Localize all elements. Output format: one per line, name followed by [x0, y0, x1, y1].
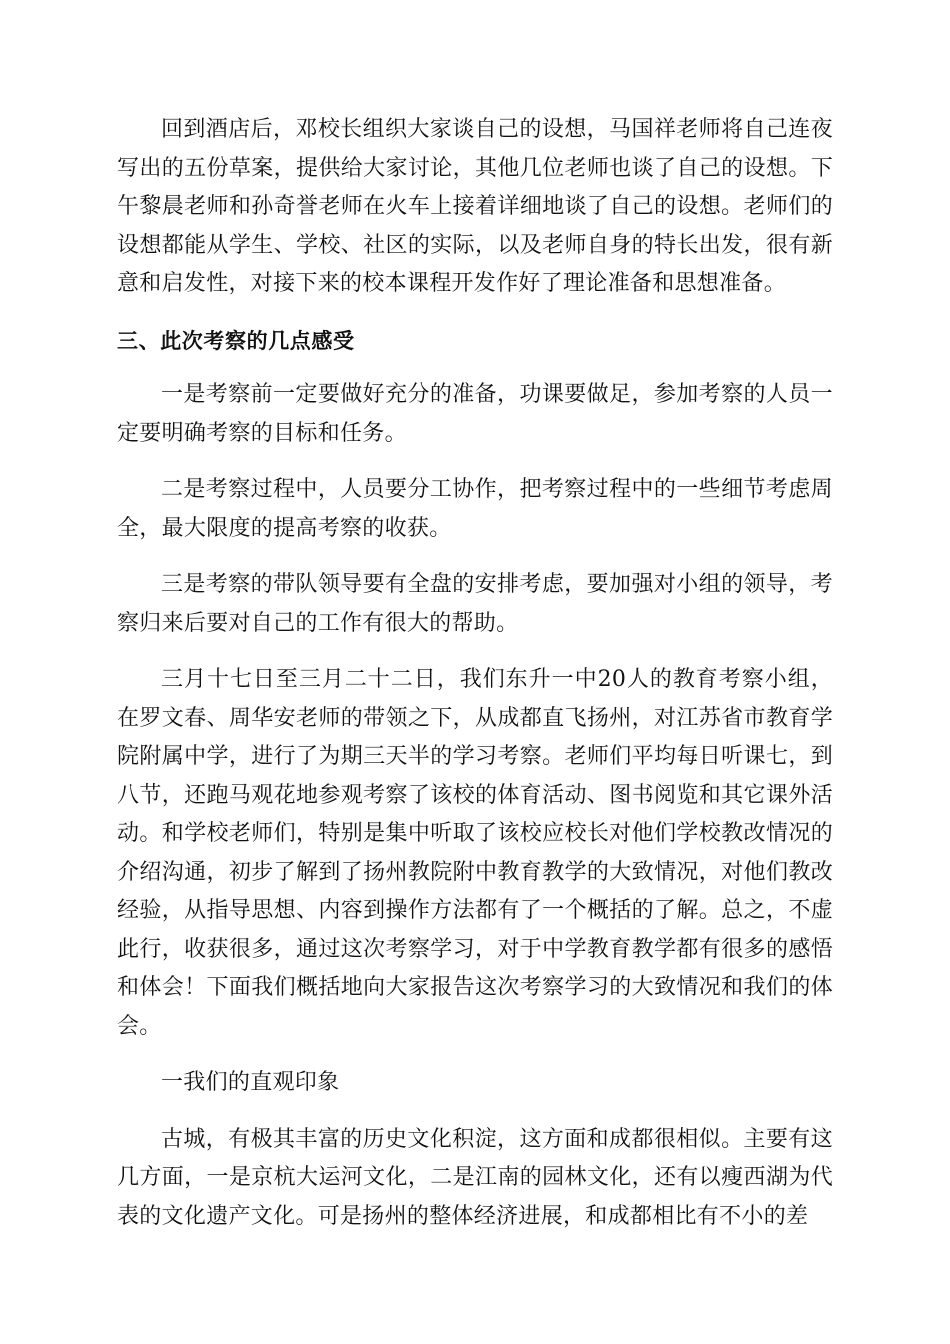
section-heading: 三、此次考察的几点感受 — [117, 328, 355, 353]
document-body — [117, 111, 833, 1236]
paragraph-point-three: 三是考察的带队领导要有全盘的安排考虑，要加强对小组的领导，考察归来后要对自己的工作有很大的帮助。 — [117, 572, 833, 636]
paragraph-point-two: 二是考察过程中，人员要分工协作，把考察过程中的一些细节考虑周全，最大限度的提高考察的收获。 — [117, 477, 833, 541]
subheading-impression: 一我们的直观印象 — [161, 1070, 340, 1095]
paragraph-trip-summary: 三月十七日至三月二十二日，我们东升一中20人的教育考察小组，在罗文春、周华安老师的带领之下，从成都直飞扬州，对江苏省市教育学院附属中学，进行了为期三天半的学习考察。老师们平均每日听课七，到八节，还跑马观花地参观考察了该校的体育活动、图书阅览和其它课外活动。和学校老师们，特别是集中听取了该校应校长对他们学校教改情况的介绍沟通，初步了解到了扬州教院附中教育教学的大致情况，对他们教改经验，从指导思想、内容到操作方法都有了一个概括的了解。总之，不虚此行，收获很多，通过这次考察学习，对于中学教育教学都有很多的感悟和体会！下面我们概括地向大家报告这次考察学习的大致情况和我们的体会。 — [117, 667, 833, 1039]
paragraph-ancient-city: 古城，有极其丰富的历史文化积淀，这方面和成都很相似。主要有这几方面，一是京杭大运河文化，二是江南的园林文化，还有以瘦西湖为代表的文化遗产文化。可是扬州的整体经济进展，和成都相比有不小的差 — [117, 1126, 833, 1229]
paragraph-point-one: 一是考察前一定要做好充分的准备，功课要做足，参加考察的人员一定要明确考察的目标和任务。 — [117, 382, 833, 446]
paragraph-discussion: 回到酒店后，邓校长组织大家谈自己的设想，马国祥老师将自己连夜写出的五份草案，提供给大家讨论，其他几位老师也谈了自己的设想。下午黎晨老师和孙奇誉老师在火车上接着详细地谈了自己的设想。老师们的设想都能从学生、学校、社区的实际，以及老师自身的特长出发，很有新意和启发性，对接下来的校本课程开发作好了理论准备和思想准备。 — [117, 117, 833, 296]
